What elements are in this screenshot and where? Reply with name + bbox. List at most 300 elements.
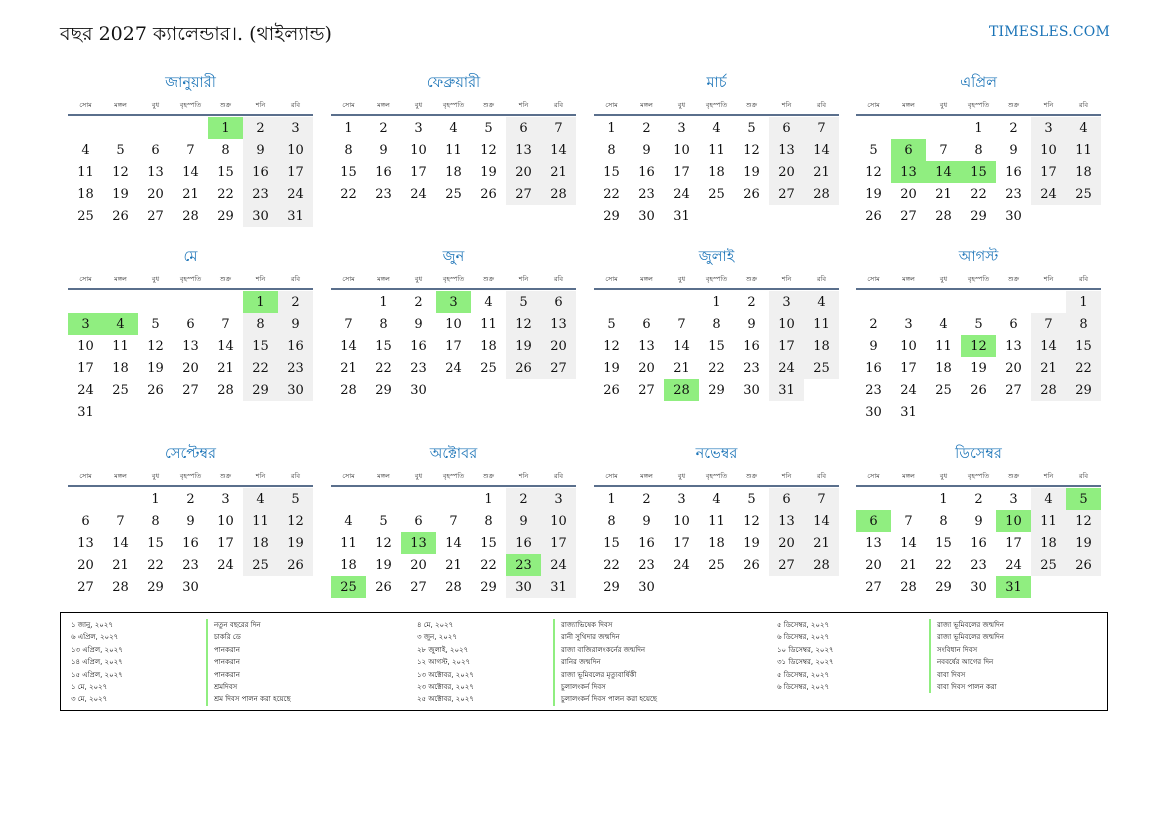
day-cell[interactable]: 16 — [638, 164, 655, 180]
day-cell[interactable]: 23 — [970, 557, 987, 573]
holiday-day-cell[interactable]: 4 — [103, 313, 138, 335]
day-cell[interactable]: 4 — [712, 491, 721, 507]
day-cell[interactable]: 27 — [865, 579, 882, 595]
day-cell[interactable]: 17 — [1031, 161, 1066, 183]
day-cell[interactable]: 8 — [1066, 313, 1101, 335]
day-cell[interactable]: 27 — [77, 579, 94, 595]
day-cell[interactable]: 9 — [1009, 142, 1018, 158]
day-cell[interactable]: 17 — [278, 161, 313, 183]
day-cell[interactable]: 3 — [221, 491, 230, 507]
day-cell[interactable]: 29 — [147, 579, 164, 595]
day-cell[interactable]: 16 — [865, 360, 882, 376]
holiday-day-cell[interactable]: 3 — [436, 291, 471, 313]
day-cell[interactable]: 23 — [182, 557, 199, 573]
day-cell[interactable]: 28 — [340, 382, 357, 398]
day-cell[interactable]: 9 — [278, 313, 313, 335]
day-cell[interactable]: 16 — [1005, 164, 1022, 180]
day-cell[interactable]: 11 — [1031, 510, 1066, 532]
day-cell[interactable]: 24 — [769, 357, 804, 379]
day-cell[interactable]: 13 — [769, 510, 804, 532]
day-cell[interactable]: 4 — [243, 488, 278, 510]
day-cell[interactable]: 27 — [410, 579, 427, 595]
day-cell[interactable]: 5 — [278, 488, 313, 510]
day-cell[interactable]: 21 — [673, 360, 690, 376]
holiday-day-cell[interactable]: 13 — [401, 532, 436, 554]
holiday-day-cell[interactable]: 25 — [331, 576, 366, 598]
holiday-day-cell[interactable]: 15 — [961, 161, 996, 183]
day-cell[interactable]: 14 — [900, 535, 917, 551]
day-cell[interactable]: 13 — [865, 535, 882, 551]
day-cell[interactable]: 10 — [769, 313, 804, 335]
day-cell[interactable]: 29 — [217, 208, 234, 224]
day-cell[interactable]: 2 — [869, 316, 878, 332]
day-cell[interactable]: 11 — [77, 164, 94, 180]
day-cell[interactable]: 12 — [147, 338, 164, 354]
day-cell[interactable]: 30 — [638, 208, 655, 224]
site-link[interactable]: TIMESLES.COM — [989, 24, 1110, 40]
day-cell[interactable]: 25 — [1031, 554, 1066, 576]
day-cell[interactable]: 25 — [1066, 183, 1101, 205]
day-cell[interactable]: 2 — [186, 491, 195, 507]
day-cell[interactable]: 7 — [186, 142, 195, 158]
day-cell[interactable]: 24 — [541, 554, 576, 576]
holiday-day-cell[interactable]: 3 — [68, 313, 103, 335]
day-cell[interactable]: 29 — [603, 208, 620, 224]
day-cell[interactable]: 11 — [804, 313, 839, 335]
day-cell[interactable]: 24 — [445, 360, 462, 376]
day-cell[interactable]: 22 — [147, 557, 164, 573]
day-cell[interactable]: 1 — [939, 491, 948, 507]
day-cell[interactable]: 8 — [484, 513, 493, 529]
day-cell[interactable]: 18 — [112, 360, 129, 376]
day-cell[interactable]: 4 — [1066, 117, 1101, 139]
day-cell[interactable]: 20 — [506, 161, 541, 183]
day-cell[interactable]: 30 — [1005, 208, 1022, 224]
day-cell[interactable]: 13 — [77, 535, 94, 551]
day-cell[interactable]: 4 — [804, 291, 839, 313]
day-cell[interactable]: 28 — [900, 579, 917, 595]
day-cell[interactable]: 25 — [935, 382, 952, 398]
day-cell[interactable]: 16 — [278, 335, 313, 357]
day-cell[interactable]: 26 — [147, 382, 164, 398]
day-cell[interactable]: 6 — [769, 488, 804, 510]
day-cell[interactable]: 1 — [974, 120, 983, 136]
day-cell[interactable]: 26 — [865, 208, 882, 224]
day-cell[interactable]: 6 — [769, 117, 804, 139]
day-cell[interactable]: 30 — [278, 379, 313, 401]
day-cell[interactable]: 1 — [607, 491, 616, 507]
day-cell[interactable]: 25 — [445, 186, 462, 202]
day-cell[interactable]: 4 — [449, 120, 458, 136]
day-cell[interactable]: 10 — [673, 142, 690, 158]
day-cell[interactable]: 13 — [638, 338, 655, 354]
day-cell[interactable]: 29 — [243, 379, 278, 401]
day-cell[interactable]: 3 — [541, 488, 576, 510]
day-cell[interactable]: 31 — [769, 379, 804, 401]
day-cell[interactable]: 12 — [480, 142, 497, 158]
day-cell[interactable]: 27 — [1005, 382, 1022, 398]
day-cell[interactable]: 2 — [243, 117, 278, 139]
day-cell[interactable]: 3 — [1009, 491, 1018, 507]
day-cell[interactable]: 19 — [603, 360, 620, 376]
day-cell[interactable]: 8 — [379, 316, 388, 332]
day-cell[interactable]: 12 — [112, 164, 129, 180]
day-cell[interactable]: 14 — [1031, 335, 1066, 357]
day-cell[interactable]: 16 — [243, 161, 278, 183]
day-cell[interactable]: 2 — [278, 291, 313, 313]
day-cell[interactable]: 28 — [182, 208, 199, 224]
day-cell[interactable]: 5 — [151, 316, 160, 332]
day-cell[interactable]: 17 — [673, 164, 690, 180]
day-cell[interactable]: 14 — [340, 338, 357, 354]
day-cell[interactable]: 4 — [484, 294, 493, 310]
day-cell[interactable]: 24 — [673, 557, 690, 573]
day-cell[interactable]: 24 — [77, 382, 94, 398]
holiday-day-cell[interactable]: 31 — [996, 576, 1031, 598]
day-cell[interactable]: 7 — [1031, 313, 1066, 335]
day-cell[interactable]: 26 — [480, 186, 497, 202]
day-cell[interactable]: 17 — [541, 532, 576, 554]
day-cell[interactable]: 15 — [603, 535, 620, 551]
day-cell[interactable]: 5 — [974, 316, 983, 332]
day-cell[interactable]: 6 — [642, 316, 651, 332]
day-cell[interactable]: 17 — [769, 335, 804, 357]
day-cell[interactable]: 21 — [445, 557, 462, 573]
day-cell[interactable]: 9 — [243, 139, 278, 161]
day-cell[interactable]: 6 — [81, 513, 90, 529]
day-cell[interactable]: 12 — [1066, 510, 1101, 532]
day-cell[interactable]: 8 — [974, 142, 983, 158]
day-cell[interactable]: 23 — [278, 357, 313, 379]
day-cell[interactable]: 12 — [506, 313, 541, 335]
day-cell[interactable]: 15 — [480, 535, 497, 551]
day-cell[interactable]: 2 — [642, 491, 651, 507]
day-cell[interactable]: 2 — [747, 294, 756, 310]
day-cell[interactable]: 30 — [970, 579, 987, 595]
day-cell[interactable]: 30 — [506, 576, 541, 598]
day-cell[interactable]: 20 — [410, 557, 427, 573]
day-cell[interactable]: 26 — [603, 382, 620, 398]
day-cell[interactable]: 19 — [147, 360, 164, 376]
day-cell[interactable]: 31 — [541, 576, 576, 598]
day-cell[interactable]: 19 — [743, 164, 760, 180]
day-cell[interactable]: 6 — [414, 513, 423, 529]
day-cell[interactable]: 10 — [900, 338, 917, 354]
day-cell[interactable]: 21 — [217, 360, 234, 376]
day-cell[interactable]: 16 — [182, 535, 199, 551]
day-cell[interactable]: 5 — [607, 316, 616, 332]
day-cell[interactable]: 21 — [804, 161, 839, 183]
day-cell[interactable]: 5 — [747, 120, 756, 136]
day-cell[interactable]: 17 — [445, 338, 462, 354]
day-cell[interactable]: 2 — [642, 120, 651, 136]
day-cell[interactable]: 28 — [804, 554, 839, 576]
day-cell[interactable]: 15 — [217, 164, 234, 180]
day-cell[interactable]: 23 — [375, 186, 392, 202]
day-cell[interactable]: 28 — [804, 183, 839, 205]
day-cell[interactable]: 22 — [217, 186, 234, 202]
day-cell[interactable]: 25 — [480, 360, 497, 376]
day-cell[interactable]: 9 — [414, 316, 423, 332]
day-cell[interactable]: 11 — [708, 142, 725, 158]
day-cell[interactable]: 19 — [743, 535, 760, 551]
day-cell[interactable]: 28 — [1031, 379, 1066, 401]
day-cell[interactable]: 21 — [541, 161, 576, 183]
day-cell[interactable]: 14 — [182, 164, 199, 180]
holiday-day-cell[interactable]: 1 — [243, 291, 278, 313]
day-cell[interactable]: 10 — [541, 510, 576, 532]
day-cell[interactable]: 16 — [743, 338, 760, 354]
day-cell[interactable]: 20 — [182, 360, 199, 376]
day-cell[interactable]: 4 — [712, 120, 721, 136]
day-cell[interactable]: 19 — [480, 164, 497, 180]
day-cell[interactable]: 26 — [112, 208, 129, 224]
day-cell[interactable]: 7 — [804, 117, 839, 139]
day-cell[interactable]: 1 — [607, 120, 616, 136]
day-cell[interactable]: 6 — [151, 142, 160, 158]
day-cell[interactable]: 19 — [970, 360, 987, 376]
day-cell[interactable]: 3 — [677, 120, 686, 136]
day-cell[interactable]: 9 — [379, 142, 388, 158]
day-cell[interactable]: 27 — [638, 382, 655, 398]
day-cell[interactable]: 4 — [939, 316, 948, 332]
day-cell[interactable]: 3 — [677, 491, 686, 507]
day-cell[interactable]: 8 — [151, 513, 160, 529]
day-cell[interactable]: 11 — [340, 535, 357, 551]
day-cell[interactable]: 15 — [603, 164, 620, 180]
day-cell[interactable]: 3 — [414, 120, 423, 136]
holiday-day-cell[interactable]: 12 — [961, 335, 996, 357]
day-cell[interactable]: 25 — [804, 357, 839, 379]
day-cell[interactable]: 16 — [506, 532, 541, 554]
day-cell[interactable]: 15 — [147, 535, 164, 551]
day-cell[interactable]: 23 — [243, 183, 278, 205]
holiday-day-cell[interactable]: 14 — [926, 161, 961, 183]
day-cell[interactable]: 20 — [900, 186, 917, 202]
day-cell[interactable]: 19 — [1066, 532, 1101, 554]
day-cell[interactable]: 25 — [112, 382, 129, 398]
day-cell[interactable]: 31 — [900, 404, 917, 420]
day-cell[interactable]: 18 — [77, 186, 94, 202]
day-cell[interactable]: 29 — [935, 579, 952, 595]
day-cell[interactable]: 28 — [112, 579, 129, 595]
day-cell[interactable]: 4 — [81, 142, 90, 158]
day-cell[interactable]: 30 — [865, 404, 882, 420]
day-cell[interactable]: 15 — [375, 338, 392, 354]
day-cell[interactable]: 20 — [865, 557, 882, 573]
day-cell[interactable]: 26 — [278, 554, 313, 576]
day-cell[interactable]: 28 — [541, 183, 576, 205]
day-cell[interactable]: 3 — [1031, 117, 1066, 139]
day-cell[interactable]: 16 — [375, 164, 392, 180]
day-cell[interactable]: 23 — [638, 186, 655, 202]
day-cell[interactable]: 14 — [804, 510, 839, 532]
day-cell[interactable]: 10 — [410, 142, 427, 158]
day-cell[interactable]: 9 — [642, 142, 651, 158]
day-cell[interactable]: 18 — [1066, 161, 1101, 183]
day-cell[interactable]: 28 — [445, 579, 462, 595]
holiday-day-cell[interactable]: 5 — [1066, 488, 1101, 510]
day-cell[interactable]: 24 — [1005, 557, 1022, 573]
day-cell[interactable]: 27 — [769, 554, 804, 576]
day-cell[interactable]: 12 — [603, 338, 620, 354]
day-cell[interactable]: 22 — [603, 186, 620, 202]
day-cell[interactable]: 20 — [1005, 360, 1022, 376]
day-cell[interactable]: 25 — [77, 208, 94, 224]
day-cell[interactable]: 27 — [769, 183, 804, 205]
holiday-day-cell[interactable]: 28 — [664, 379, 699, 401]
day-cell[interactable]: 9 — [974, 513, 983, 529]
day-cell[interactable]: 8 — [607, 142, 616, 158]
day-cell[interactable]: 14 — [445, 535, 462, 551]
day-cell[interactable]: 2 — [414, 294, 423, 310]
day-cell[interactable]: 6 — [506, 117, 541, 139]
day-cell[interactable]: 20 — [638, 360, 655, 376]
day-cell[interactable]: 11 — [935, 338, 952, 354]
day-cell[interactable]: 14 — [804, 139, 839, 161]
day-cell[interactable]: 23 — [638, 557, 655, 573]
day-cell[interactable]: 20 — [769, 161, 804, 183]
day-cell[interactable]: 22 — [970, 186, 987, 202]
day-cell[interactable]: 18 — [935, 360, 952, 376]
day-cell[interactable]: 24 — [900, 382, 917, 398]
day-cell[interactable]: 15 — [243, 335, 278, 357]
day-cell[interactable]: 11 — [112, 338, 129, 354]
day-cell[interactable]: 5 — [116, 142, 125, 158]
day-cell[interactable]: 8 — [607, 513, 616, 529]
day-cell[interactable]: 17 — [77, 360, 94, 376]
holiday-day-cell[interactable]: 6 — [891, 139, 926, 161]
day-cell[interactable]: 21 — [1031, 357, 1066, 379]
day-cell[interactable]: 28 — [217, 382, 234, 398]
day-cell[interactable]: 3 — [769, 291, 804, 313]
day-cell[interactable]: 14 — [673, 338, 690, 354]
day-cell[interactable]: 17 — [673, 535, 690, 551]
day-cell[interactable]: 15 — [708, 338, 725, 354]
day-cell[interactable]: 26 — [375, 579, 392, 595]
day-cell[interactable]: 27 — [900, 208, 917, 224]
day-cell[interactable]: 31 — [77, 404, 94, 420]
day-cell[interactable]: 18 — [243, 532, 278, 554]
day-cell[interactable]: 8 — [939, 513, 948, 529]
holiday-day-cell[interactable]: 13 — [891, 161, 926, 183]
day-cell[interactable]: 21 — [804, 532, 839, 554]
day-cell[interactable]: 8 — [344, 142, 353, 158]
day-cell[interactable]: 16 — [638, 535, 655, 551]
day-cell[interactable]: 7 — [344, 316, 353, 332]
day-cell[interactable]: 17 — [217, 535, 234, 551]
day-cell[interactable]: 18 — [1031, 532, 1066, 554]
day-cell[interactable]: 29 — [603, 579, 620, 595]
day-cell[interactable]: 6 — [186, 316, 195, 332]
day-cell[interactable]: 18 — [708, 164, 725, 180]
day-cell[interactable]: 10 — [673, 513, 690, 529]
day-cell[interactable]: 8 — [243, 313, 278, 335]
day-cell[interactable]: 2 — [506, 488, 541, 510]
day-cell[interactable]: 11 — [1066, 139, 1101, 161]
day-cell[interactable]: 7 — [116, 513, 125, 529]
day-cell[interactable]: 23 — [743, 360, 760, 376]
day-cell[interactable]: 31 — [673, 208, 690, 224]
day-cell[interactable]: 24 — [410, 186, 427, 202]
day-cell[interactable]: 19 — [506, 335, 541, 357]
day-cell[interactable]: 5 — [379, 513, 388, 529]
day-cell[interactable]: 29 — [480, 579, 497, 595]
day-cell[interactable]: 7 — [804, 488, 839, 510]
day-cell[interactable]: 12 — [743, 142, 760, 158]
holiday-day-cell[interactable]: 10 — [996, 510, 1031, 532]
day-cell[interactable]: 30 — [243, 205, 278, 227]
holiday-day-cell[interactable]: 1 — [208, 117, 243, 139]
day-cell[interactable]: 15 — [340, 164, 357, 180]
day-cell[interactable]: 10 — [77, 338, 94, 354]
day-cell[interactable]: 12 — [375, 535, 392, 551]
day-cell[interactable]: 24 — [1031, 183, 1066, 205]
day-cell[interactable]: 22 — [603, 557, 620, 573]
day-cell[interactable]: 4 — [1031, 488, 1066, 510]
day-cell[interactable]: 28 — [935, 208, 952, 224]
day-cell[interactable]: 20 — [147, 186, 164, 202]
day-cell[interactable]: 7 — [221, 316, 230, 332]
day-cell[interactable]: 7 — [939, 142, 948, 158]
day-cell[interactable]: 13 — [769, 139, 804, 161]
day-cell[interactable]: 14 — [541, 139, 576, 161]
day-cell[interactable]: 12 — [743, 513, 760, 529]
day-cell[interactable]: 5 — [484, 120, 493, 136]
day-cell[interactable]: 24 — [673, 186, 690, 202]
day-cell[interactable]: 2 — [974, 491, 983, 507]
day-cell[interactable]: 7 — [677, 316, 686, 332]
day-cell[interactable]: 1 — [712, 294, 721, 310]
day-cell[interactable]: 18 — [480, 338, 497, 354]
day-cell[interactable]: 21 — [935, 186, 952, 202]
day-cell[interactable]: 26 — [506, 357, 541, 379]
day-cell[interactable]: 17 — [900, 360, 917, 376]
day-cell[interactable]: 20 — [77, 557, 94, 573]
day-cell[interactable]: 10 — [445, 316, 462, 332]
day-cell[interactable]: 30 — [743, 382, 760, 398]
day-cell[interactable]: 27 — [182, 382, 199, 398]
day-cell[interactable]: 24 — [278, 183, 313, 205]
holiday-day-cell[interactable]: 6 — [856, 510, 891, 532]
day-cell[interactable]: 29 — [970, 208, 987, 224]
day-cell[interactable]: 18 — [445, 164, 462, 180]
day-cell[interactable]: 9 — [186, 513, 195, 529]
day-cell[interactable]: 8 — [712, 316, 721, 332]
day-cell[interactable]: 3 — [278, 117, 313, 139]
day-cell[interactable]: 26 — [1066, 554, 1101, 576]
day-cell[interactable]: 1 — [484, 491, 493, 507]
day-cell[interactable]: 22 — [480, 557, 497, 573]
day-cell[interactable]: 16 — [970, 535, 987, 551]
day-cell[interactable]: 15 — [1066, 335, 1101, 357]
day-cell[interactable]: 22 — [340, 186, 357, 202]
day-cell[interactable]: 17 — [410, 164, 427, 180]
day-cell[interactable]: 8 — [221, 142, 230, 158]
day-cell[interactable]: 15 — [935, 535, 952, 551]
day-cell[interactable]: 20 — [769, 532, 804, 554]
day-cell[interactable]: 11 — [708, 513, 725, 529]
day-cell[interactable]: 23 — [1005, 186, 1022, 202]
day-cell[interactable]: 18 — [804, 335, 839, 357]
day-cell[interactable]: 6 — [541, 291, 576, 313]
day-cell[interactable]: 22 — [375, 360, 392, 376]
day-cell[interactable]: 27 — [147, 208, 164, 224]
day-cell[interactable]: 12 — [865, 164, 882, 180]
day-cell[interactable]: 10 — [278, 139, 313, 161]
day-cell[interactable]: 9 — [869, 338, 878, 354]
day-cell[interactable]: 31 — [278, 205, 313, 227]
